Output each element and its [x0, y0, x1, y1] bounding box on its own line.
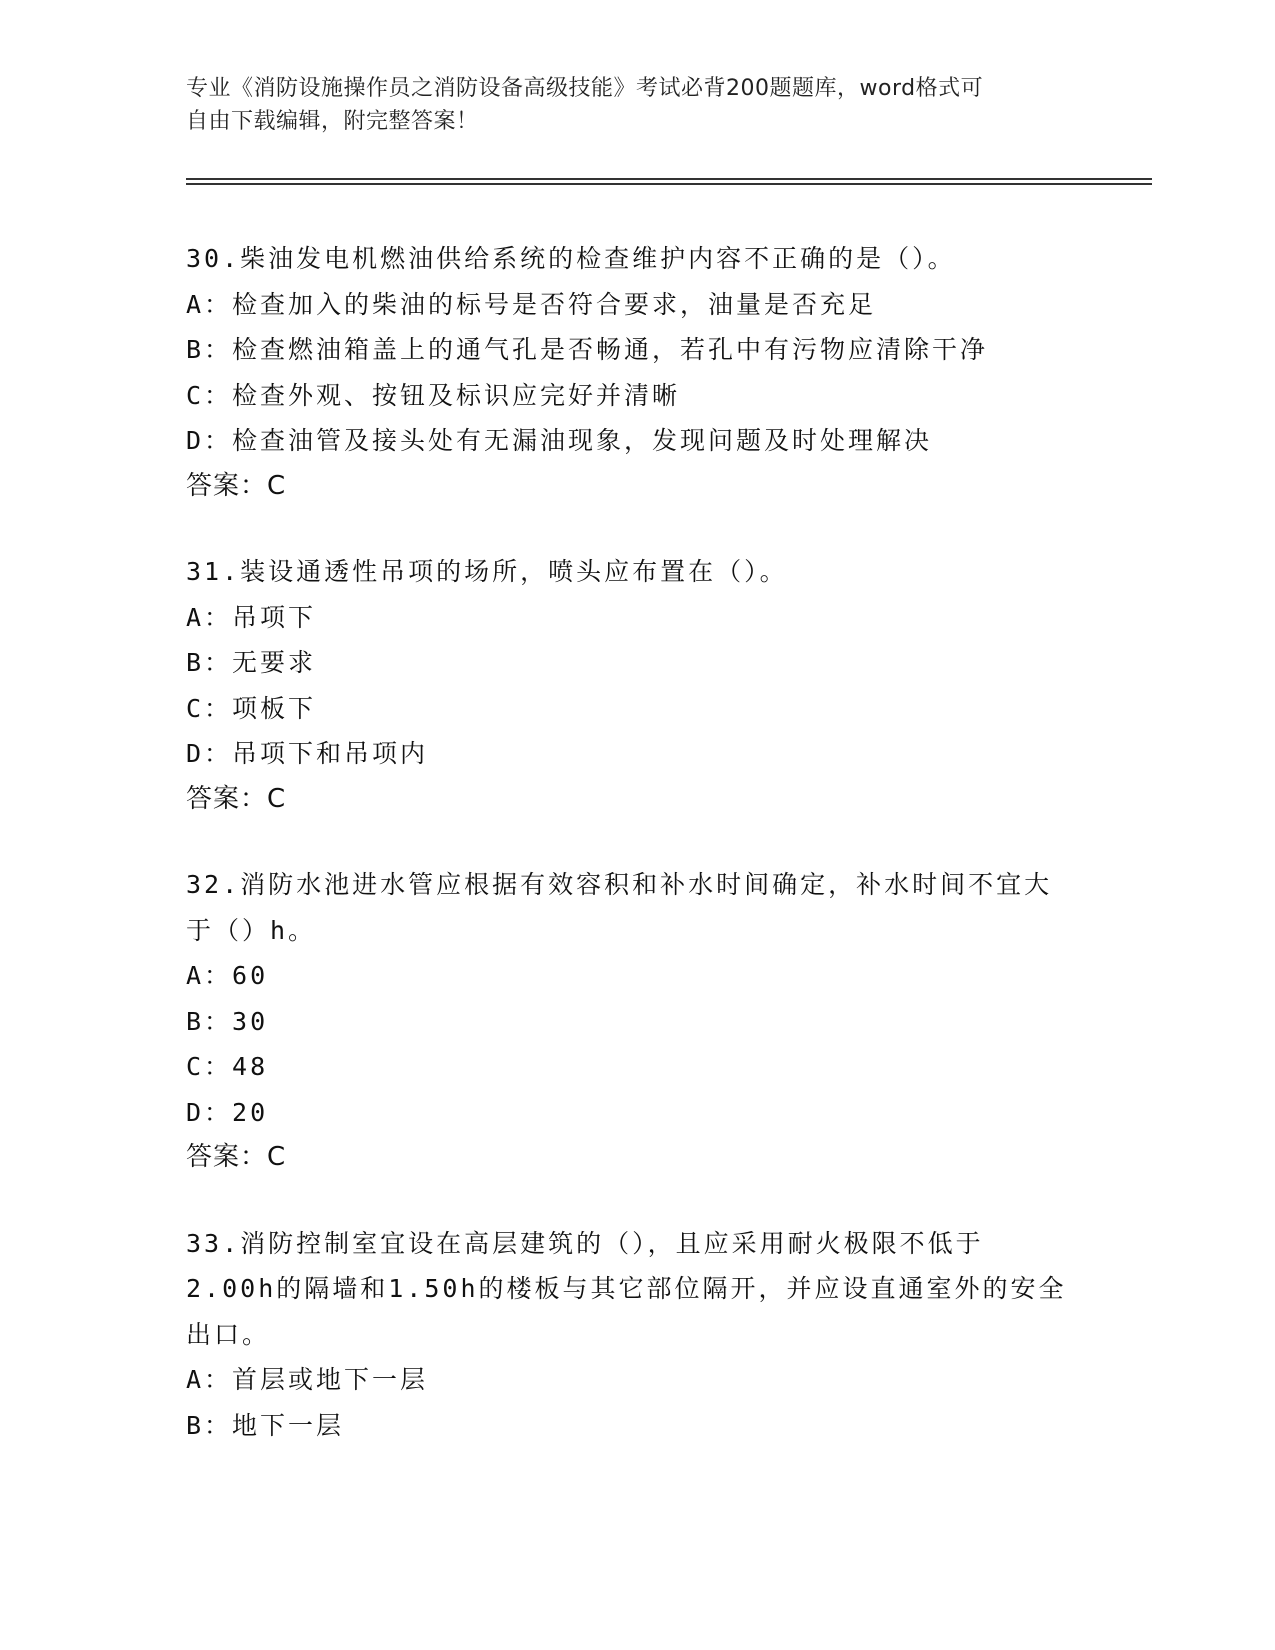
question-31	[186, 549, 1086, 822]
option-a: A：吊项下	[186, 602, 317, 632]
option-d: D：吊项下和吊项内	[186, 739, 429, 768]
question-list	[186, 236, 1086, 1488]
header-divider-bottom	[186, 183, 1152, 185]
option-b: B：30	[186, 1006, 269, 1036]
option-c: C：项板下	[186, 693, 317, 723]
question-32	[186, 862, 1086, 1181]
option-c: C：检查外观、按钮及标识应完好并清晰	[186, 380, 681, 410]
question-stem: 32.消防水池进水管应根据有效容积和补水时间确定，补水时间不宜大	[186, 870, 1053, 899]
option-d: D：检查油管及接头处有无漏油现象，发现问题及时处理解决	[186, 426, 933, 455]
option-a: A：首层或地下一层	[186, 1365, 429, 1394]
option-a: A：检查加入的柴油的标号是否符合要求，油量是否充足	[186, 289, 877, 319]
header-line-1: 专业《消防设施操作员之消防设备高级技能》考试必背200题题库，word格式可	[186, 76, 984, 101]
answer: 答案：C	[186, 1142, 287, 1172]
header-line-2: 自由下载编辑，附完整答案！	[186, 109, 479, 134]
option-c: C：48	[186, 1052, 269, 1081]
option-d: D：20	[186, 1097, 269, 1127]
question-stem: 31.装设通透性吊项的场所，喷头应布置在（）。	[186, 557, 788, 586]
question-30	[186, 236, 1086, 509]
question-stem: 33.消防控制室宜设在高层建筑的（），且应采用耐火极限不低于	[186, 1228, 984, 1258]
header-divider-top	[186, 178, 1152, 180]
question-stem-continued: 2.00h的隔墙和1.50h的楼板与其它部位隔开，并应设直通室外的安全	[186, 1274, 1067, 1303]
option-b: B：地下一层	[186, 1410, 345, 1440]
question-stem: 30.柴油发电机燃油供给系统的检查维护内容不正确的是（）。	[186, 244, 956, 273]
question-stem-continued: 于（）h。	[186, 915, 317, 945]
answer: 答案：C	[186, 783, 287, 814]
option-b: B：检查燃油箱盖上的通气孔是否畅通，若孔中有污物应清除干净	[186, 335, 989, 364]
option-b: B：无要求	[186, 648, 317, 677]
question-stem-continued: 出口。	[186, 1319, 271, 1349]
answer: 答案：C	[186, 470, 287, 501]
question-33	[186, 1221, 1086, 1449]
document-header	[186, 72, 1086, 138]
option-a: A：60	[186, 961, 269, 990]
